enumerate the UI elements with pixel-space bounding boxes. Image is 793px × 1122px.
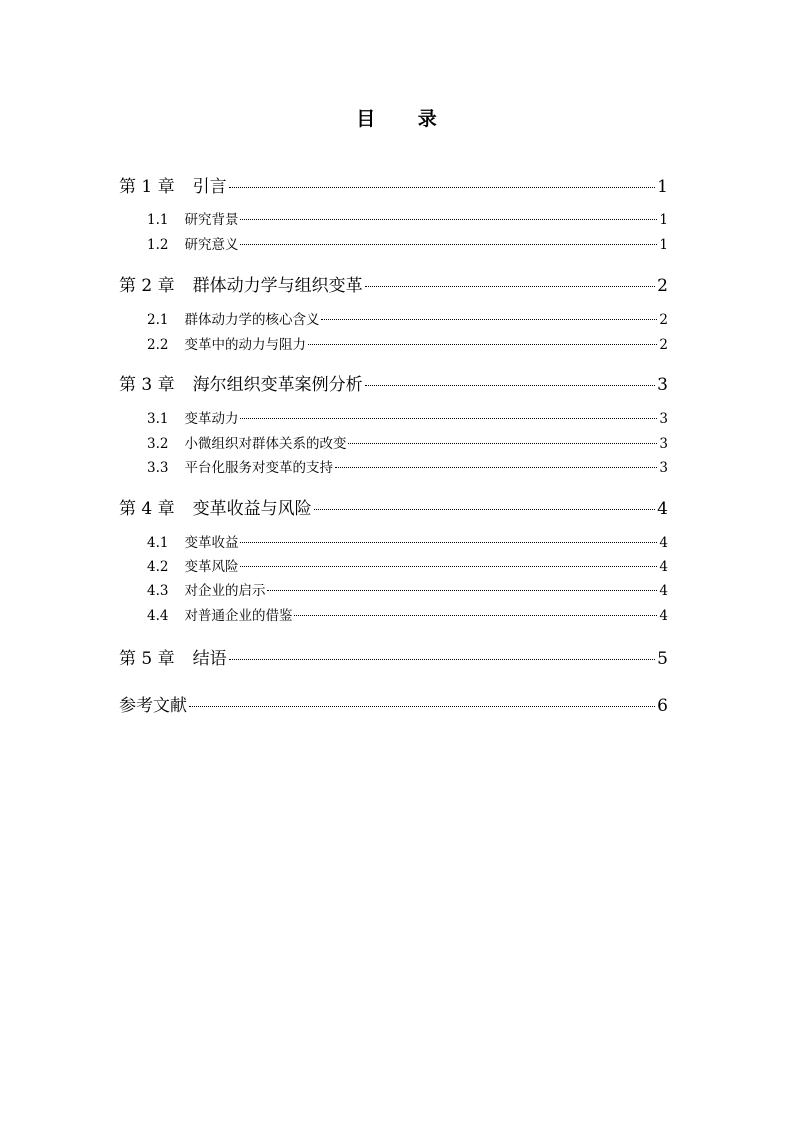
- dot-leader: [240, 566, 657, 567]
- entry-number: 第 2 章: [119, 276, 175, 296]
- dot-leader: [365, 385, 656, 386]
- entry-number: 1.1: [147, 212, 169, 228]
- entry-number: 3.2: [147, 436, 169, 452]
- entry-page: 5: [657, 649, 668, 669]
- dot-leader: [229, 187, 656, 188]
- entry-page: 2: [659, 312, 668, 328]
- toc-references[interactable]: [119, 691, 668, 716]
- entry-title: 研究意义: [184, 237, 239, 253]
- toc-section-1-2[interactable]: [119, 233, 668, 253]
- entry-title: 平台化服务对变革的支持: [184, 460, 333, 476]
- toc-section-4-3[interactable]: [119, 579, 668, 599]
- entry-number: 第 4 章: [119, 499, 175, 519]
- entry-page: 6: [657, 696, 668, 716]
- entry-title: 变革中的动力与阻力: [184, 337, 306, 353]
- toc-chapter-1[interactable]: [119, 172, 668, 197]
- entry-number: 2.1: [147, 312, 169, 328]
- toc-section-2-2[interactable]: [119, 333, 668, 353]
- dot-leader: [365, 286, 656, 287]
- entry-page: 4: [659, 535, 668, 551]
- dot-leader: [335, 467, 657, 468]
- entry-page: 4: [659, 583, 668, 599]
- dot-leader: [308, 344, 657, 345]
- dot-leader: [229, 659, 656, 660]
- toc-chapter-2[interactable]: [119, 271, 668, 296]
- entry-number: 第 3 章: [119, 375, 175, 395]
- entry-number: 4.2: [147, 559, 169, 575]
- dot-leader: [267, 590, 657, 591]
- entry-page: 1: [657, 177, 668, 197]
- entry-title: 变革收益: [184, 535, 239, 551]
- toc-section-1-1[interactable]: [119, 208, 668, 228]
- entry-page: 1: [659, 237, 668, 253]
- toc-section-3-2[interactable]: [119, 432, 668, 452]
- toc-chapter-4[interactable]: [119, 494, 668, 519]
- entry-number: 第 1 章: [119, 177, 175, 197]
- toc-chapter-3[interactable]: [119, 370, 668, 395]
- dot-leader: [240, 244, 657, 245]
- entry-title: 引言: [192, 177, 227, 197]
- entry-number: 3.1: [147, 411, 169, 427]
- toc-section-4-4[interactable]: [119, 604, 668, 624]
- toc-section-2-1[interactable]: [119, 308, 668, 328]
- entry-title: 变革风险: [184, 559, 239, 575]
- entry-page: 4: [659, 608, 668, 624]
- entry-page: 4: [657, 499, 668, 519]
- dot-leader: [240, 542, 657, 543]
- dot-leader: [189, 706, 655, 707]
- toc-section-3-1[interactable]: [119, 407, 668, 427]
- entry-title: 群体动力学与组织变革: [192, 276, 363, 296]
- entry-number: 4.1: [147, 535, 169, 551]
- dot-leader: [348, 443, 657, 444]
- entry-page: 3: [657, 375, 668, 395]
- entry-page: 4: [659, 559, 668, 575]
- entry-title: 小微组织对群体关系的改变: [184, 436, 347, 452]
- entry-title: 研究背景: [184, 212, 239, 228]
- toc-section-4-1[interactable]: [119, 531, 668, 551]
- entry-number: 3.3: [147, 460, 169, 476]
- entry-title: 对企业的启示: [184, 583, 266, 599]
- entry-page: 3: [659, 411, 668, 427]
- toc-chapter-5[interactable]: [119, 644, 668, 669]
- entry-title: 参考文献: [119, 696, 187, 716]
- toc-section-4-2[interactable]: [119, 555, 668, 575]
- dot-leader: [240, 418, 657, 419]
- entry-page: 1: [659, 212, 668, 228]
- entry-page: 3: [659, 436, 668, 452]
- entry-number: 4.3: [147, 583, 169, 599]
- entry-number: 4.4: [147, 608, 169, 624]
- entry-title: 群体动力学的核心含义: [184, 312, 320, 328]
- dot-leader: [240, 219, 657, 220]
- dot-leader: [321, 319, 657, 320]
- entry-page: 2: [659, 337, 668, 353]
- toc-section-3-3[interactable]: [119, 456, 668, 476]
- dot-leader: [294, 615, 657, 616]
- entry-page: 3: [659, 460, 668, 476]
- entry-page: 2: [657, 276, 668, 296]
- entry-number: 1.2: [147, 237, 169, 253]
- entry-title: 变革动力: [184, 411, 239, 427]
- entry-number: 2.2: [147, 337, 169, 353]
- entry-number: 第 5 章: [119, 649, 175, 669]
- entry-title: 变革收益与风险: [192, 499, 312, 519]
- toc-title: 目 录: [356, 108, 455, 130]
- dot-leader: [314, 509, 656, 510]
- entry-title: 海尔组织变革案例分析: [192, 375, 363, 395]
- entry-title: 结语: [192, 649, 227, 669]
- entry-title: 对普通企业的借鉴: [184, 608, 293, 624]
